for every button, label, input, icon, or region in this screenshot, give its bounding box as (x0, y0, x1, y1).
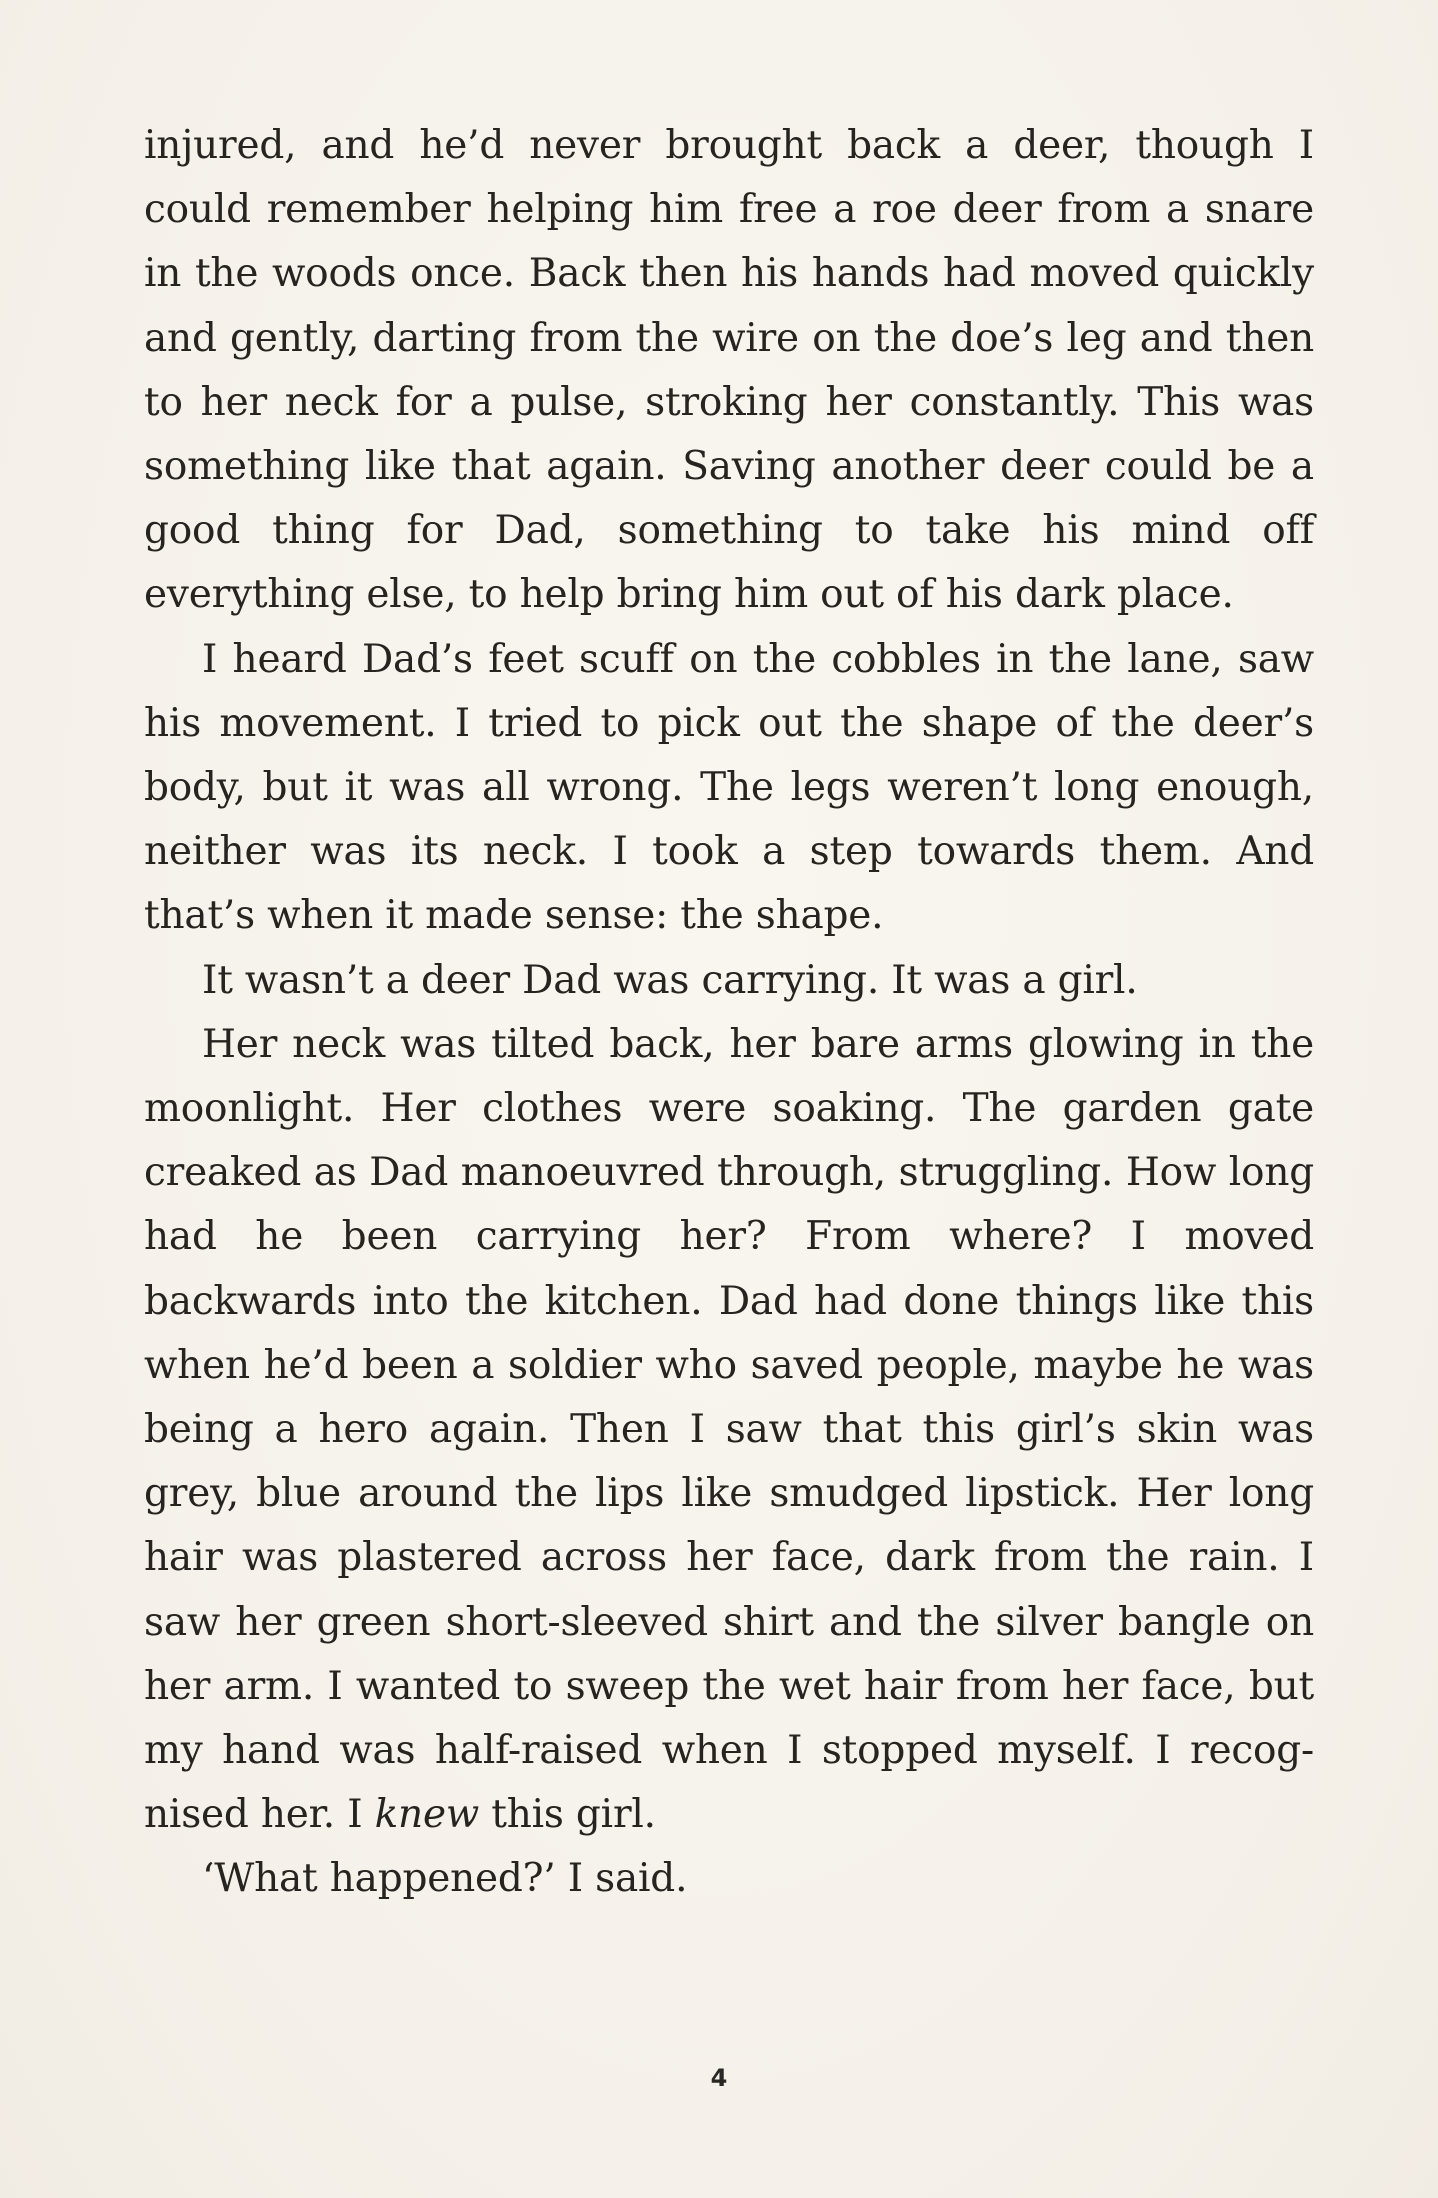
paragraph-3 (144, 949, 1314, 1013)
paragraph-4 (144, 1013, 1314, 1848)
paragraph-text: It wasn’t a deer Dad was carrying. It was a girl. (202, 957, 1138, 1003)
paragraph-1 (144, 114, 1314, 628)
paragraph-text: injured, and he’d never brought back a deer, though I could remember helping him free a roe deer from a snare in the woods once. Back then his hands had moved quickly and gently, darting from the wire on the doe’s leg and then to her neck for a pulse, stroking her constantly. This was something like that again. Saving another deer could be a good thing for Dad, something to take his mind off everything else, to help bring him out of his dark place. (144, 123, 1314, 618)
paragraph-5 (144, 1847, 1314, 1911)
paragraph-text: this girl. (479, 1792, 656, 1838)
dialogue-text: ‘What happened?’ I said. (202, 1856, 688, 1902)
emphasized-word: knew (374, 1792, 480, 1838)
body-text (144, 114, 1314, 1912)
paragraph-text: I heard Dad’s feet scuff on the cobbles in the lane, saw his movement. I tried to pick out the shape of the deer’s body, but it was all wrong. The legs weren’t long enough, neither was its neck. I took a step towards them. And that’s when it made sense: the shape. (144, 636, 1314, 939)
page-number: 4 (710, 2064, 728, 2092)
paragraph-2 (144, 628, 1314, 949)
paragraph-text: Her neck was tilted back, her bare arms glowing in the moonlight. Her clothes were soaking. The garden gate creaked as Dad manoeuvred through, struggling. How long had he been carrying her? From where? I moved backwards into the kitchen. Dad had done things like this when he’d been a soldier who saved people, maybe he was being a hero again. Then I saw that this girl’s skin was grey, blue around the lips like smudged lipstick. Her long hair was plastered across her face, dark from the rain. I saw her green short-sleeved shirt and the silver bangle on her arm. I wanted to sweep the wet hair from her face, but my hand was half-raised when I stopped myself. I recog-nised her. I (144, 1021, 1314, 1838)
